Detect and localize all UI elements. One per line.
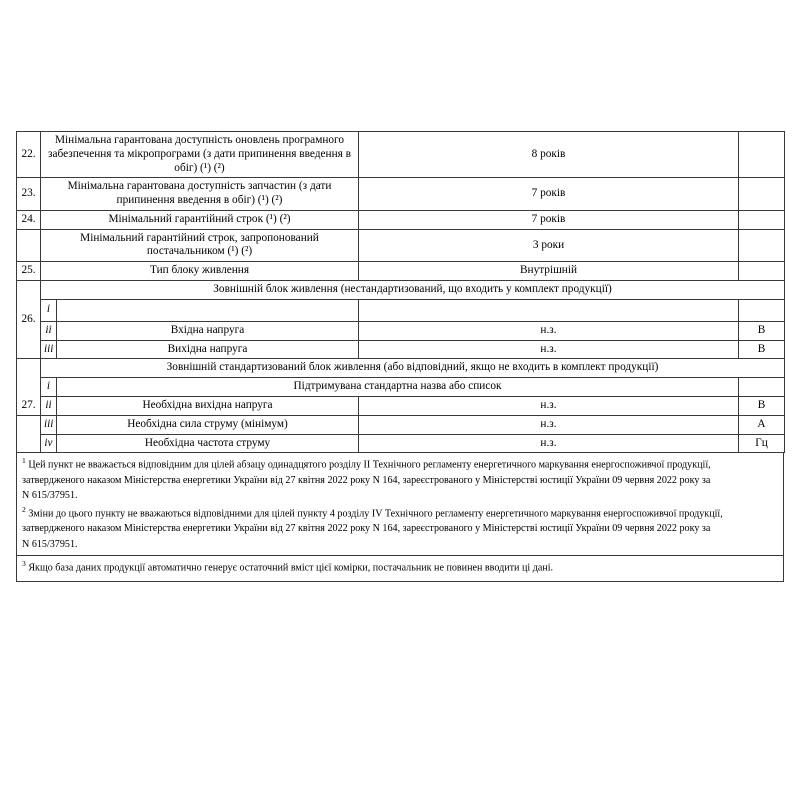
row-roman: ii — [41, 321, 57, 340]
table-row — [17, 262, 785, 281]
table-row — [17, 396, 785, 415]
footnote-1-marker: 1 — [22, 456, 26, 466]
row-unit: В — [739, 340, 785, 359]
table-row — [17, 434, 785, 453]
row-label: Необхідна частота струму — [57, 434, 359, 453]
row-value: н.з. — [359, 321, 739, 340]
row-number-spacer4 — [17, 434, 41, 453]
row-value: н.з. — [359, 340, 739, 359]
row-number: 24. — [17, 210, 41, 229]
footnote-divider — [17, 555, 783, 556]
row-value: 7 років — [359, 178, 739, 211]
row-number: 22. — [17, 132, 41, 178]
row-unit: В — [739, 321, 785, 340]
row-value: н.з. — [359, 434, 739, 453]
row-label: Необхідна вихідна напруга — [57, 396, 359, 415]
row-roman: i — [41, 299, 57, 321]
row-number: 23. — [17, 178, 41, 211]
row-value — [359, 299, 739, 321]
footnote-1 — [22, 456, 778, 473]
row-roman: iii — [41, 415, 57, 434]
row-label: Мінімальна гарантована доступність оновлень програмного забезпечення та мікропрограми (з дати припинення введення в обіг) (¹) (²) — [41, 132, 359, 178]
footnote-3-text: Якщо база даних продукції автоматично генерує остаточний вміст цієї комірки, постачальник не повинен вводити ці дані. — [28, 562, 554, 574]
row-roman: iv — [41, 434, 57, 453]
row-number: 26. — [17, 281, 41, 359]
row-label: Мінімальна гарантована доступність запчастин (з дати припинення введення в обіг) (¹) (²) — [41, 178, 359, 211]
footnote-1-line2: затвердженого наказом Міністерства енергетики України від 27 квітня 2022 року N 164, зареєстрованого у Міністерстві юстиції України 09 червня 2022 року за — [22, 474, 711, 486]
footnote-2 — [22, 505, 778, 522]
row-number: 25. — [17, 262, 41, 281]
section-header-27: Зовнішній стандартизований блок живлення (або відповідний, якщо не входить в комплект продукції) — [41, 359, 785, 378]
footnote-1-text: Цей пункт не вважається відповідним для цілей абзацу одинадцятого розділу II Технічного регламенту енергетичного маркування енергоспоживчої продукції, — [28, 459, 711, 471]
section-header-26: Зовнішній блок живлення (нестандартизований, що входить у комплект продукції) — [41, 281, 785, 300]
footnote-2-marker: 2 — [22, 504, 26, 514]
row-label: Вихідна напруга — [57, 340, 359, 359]
row-value: н.з. — [359, 396, 739, 415]
row-unit: Гц — [739, 434, 785, 453]
row-number-spacer2 — [17, 378, 41, 397]
table-row — [17, 378, 785, 397]
row-unit — [739, 229, 785, 262]
row-label: Необхідна сила струму (мінімум) — [57, 415, 359, 434]
row-number-spacer — [17, 359, 41, 378]
row-unit — [739, 378, 785, 397]
row-value: н.з. — [359, 415, 739, 434]
footnote-3-marker: 3 — [22, 558, 26, 568]
row-roman: i — [41, 378, 57, 397]
footnotes-block — [16, 453, 784, 581]
row-label — [57, 299, 359, 321]
row-value: 8 років — [359, 132, 739, 178]
row-number — [17, 229, 41, 262]
row-unit — [739, 210, 785, 229]
footnote-2-line2: затвердженого наказом Міністерства енергетики України від 27 квітня 2022 року N 164, зареєстрованого у Міністерстві юстиції України 09 червня 2022 року за — [22, 523, 711, 535]
document-page — [16, 131, 784, 582]
row-label: Мінімальний гарантійний строк, запропонований постачальником (¹) (²) — [41, 229, 359, 262]
product-specification-table — [16, 131, 785, 453]
row-label: Вхідна напруга — [57, 321, 359, 340]
row-unit — [739, 178, 785, 211]
table-row — [17, 415, 785, 434]
row-value: 7 років — [359, 210, 739, 229]
table-row-section-header — [17, 281, 785, 300]
row-unit — [739, 132, 785, 178]
footnote-2-line3: N 615/37951. — [22, 538, 78, 550]
table-row-section-header — [17, 359, 785, 378]
table-row — [17, 178, 785, 211]
footnote-3 — [22, 559, 778, 576]
row-unit — [739, 299, 785, 321]
row-label: Мінімальний гарантійний строк (¹) (²) — [41, 210, 359, 229]
table-row — [17, 229, 785, 262]
row-unit — [739, 262, 785, 281]
row-unit: А — [739, 415, 785, 434]
table-row — [17, 132, 785, 178]
row-label: Підтримувана стандартна назва або список — [57, 378, 739, 397]
row-number-spacer3 — [17, 415, 41, 434]
row-value: Внутрішній — [359, 262, 739, 281]
row-unit: В — [739, 396, 785, 415]
row-label: Тип блоку живлення — [41, 262, 359, 281]
row-roman: iii — [41, 340, 57, 359]
table-row — [17, 340, 785, 359]
table-row — [17, 299, 785, 321]
row-value: 3 роки — [359, 229, 739, 262]
footnote-2-text: Зміни до цього пункту не вважаються відповідними для цілей пункту 4 розділу IV Технічного регламенту енергетичного маркування енергоспоживчої продукції, — [28, 507, 723, 519]
row-roman: ii — [41, 396, 57, 415]
table-row — [17, 210, 785, 229]
footnote-1-line3: N 615/37951. — [22, 490, 78, 502]
table-row — [17, 321, 785, 340]
row-number: 27. — [17, 396, 41, 415]
